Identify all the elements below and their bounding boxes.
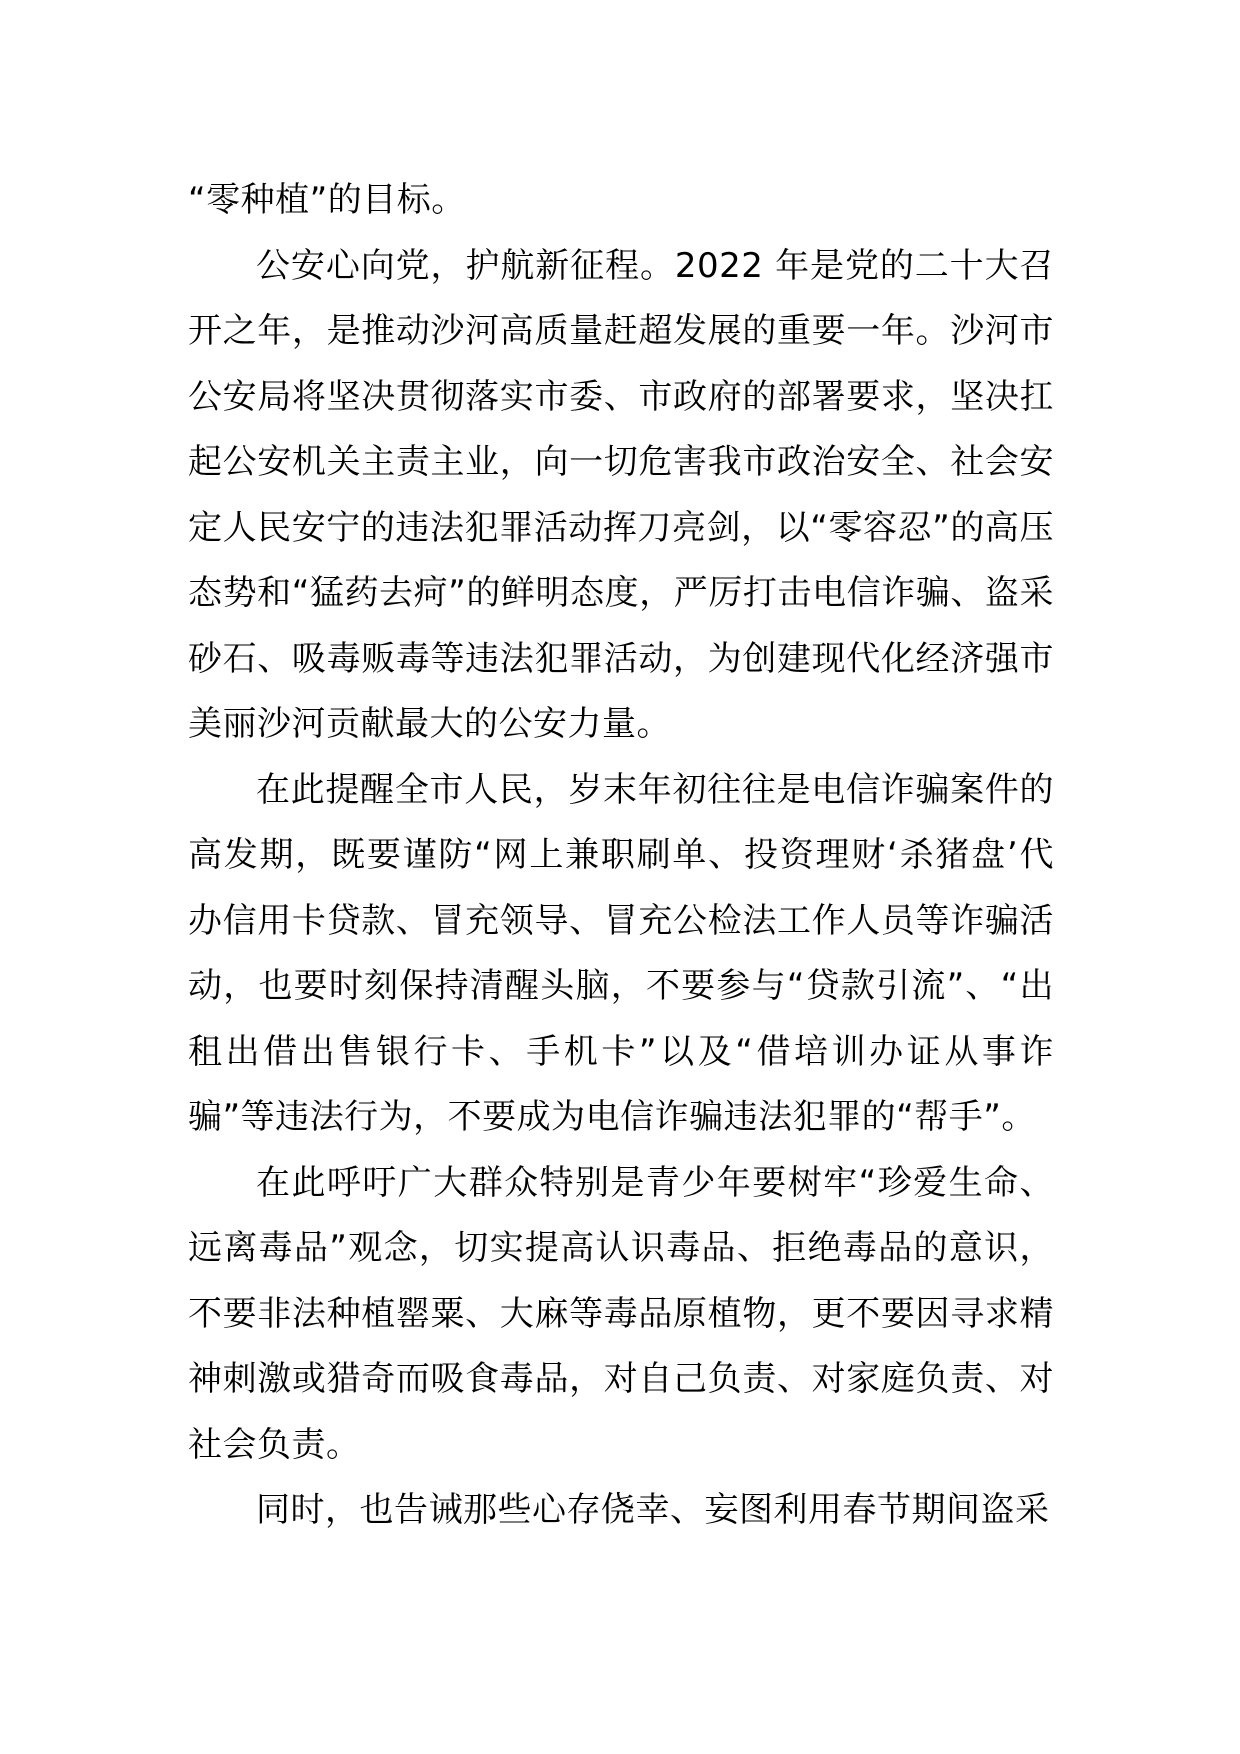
- document-body: [188, 168, 1054, 1544]
- paragraph-fraud-warning: 在此提醒全市人民，岁末年初往往是电信诈骗案件的高发期，既要谨防“网上兼职刷单、投资理财‘杀猪盘’代办信用卡贷款、冒充领导、冒充公检法工作人员等诈骗活动，也要时刻保持清醒头脑，不要参与“贷款引流”、“出租出借出售银行卡、手机卡”以及“借培训办证从事诈骗”等违法行为，不要成为电信诈骗违法犯罪的“帮手”。: [188, 769, 1054, 1137]
- paragraph-sand-mining-warning: 同时，也告诫那些心存侥幸、妄图利用春节期间盗采: [256, 1490, 1050, 1530]
- paragraph-continuation: “零种植”的目标。: [188, 180, 466, 220]
- paragraph-drug-warning: 在此呼吁广大群众特别是青少年要树牢“珍爱生命、远离毒品”观念，切实提高认识毒品、拒绝毒品的意识，不要非法种植罂粟、大麻等毒品原植物，更不要因寻求精神刺激或猎奇而吸食毒品，对自己负责、对家庭负责、对社会负责。: [188, 1162, 1054, 1465]
- paragraph-police-mission: 公安心向党，护航新征程。2022 年是党的二十大召开之年，是推动沙河高质量赶超发展的重要一年。沙河市公安局将坚决贯彻落实市委、市政府的部署要求，坚决扛起公安机关主责主业，向一切危害我市政治安全、社会安定人民安宁的违法犯罪活动挥刀亮剑，以“零容忍”的高压态势和“猛药去疴”的鲜明态度，严厉打击电信诈骗、盗采砂石、吸毒贩毒等违法犯罪活动，为创建现代化经济强市美丽沙河贡献最大的公安力量。: [188, 245, 1054, 744]
